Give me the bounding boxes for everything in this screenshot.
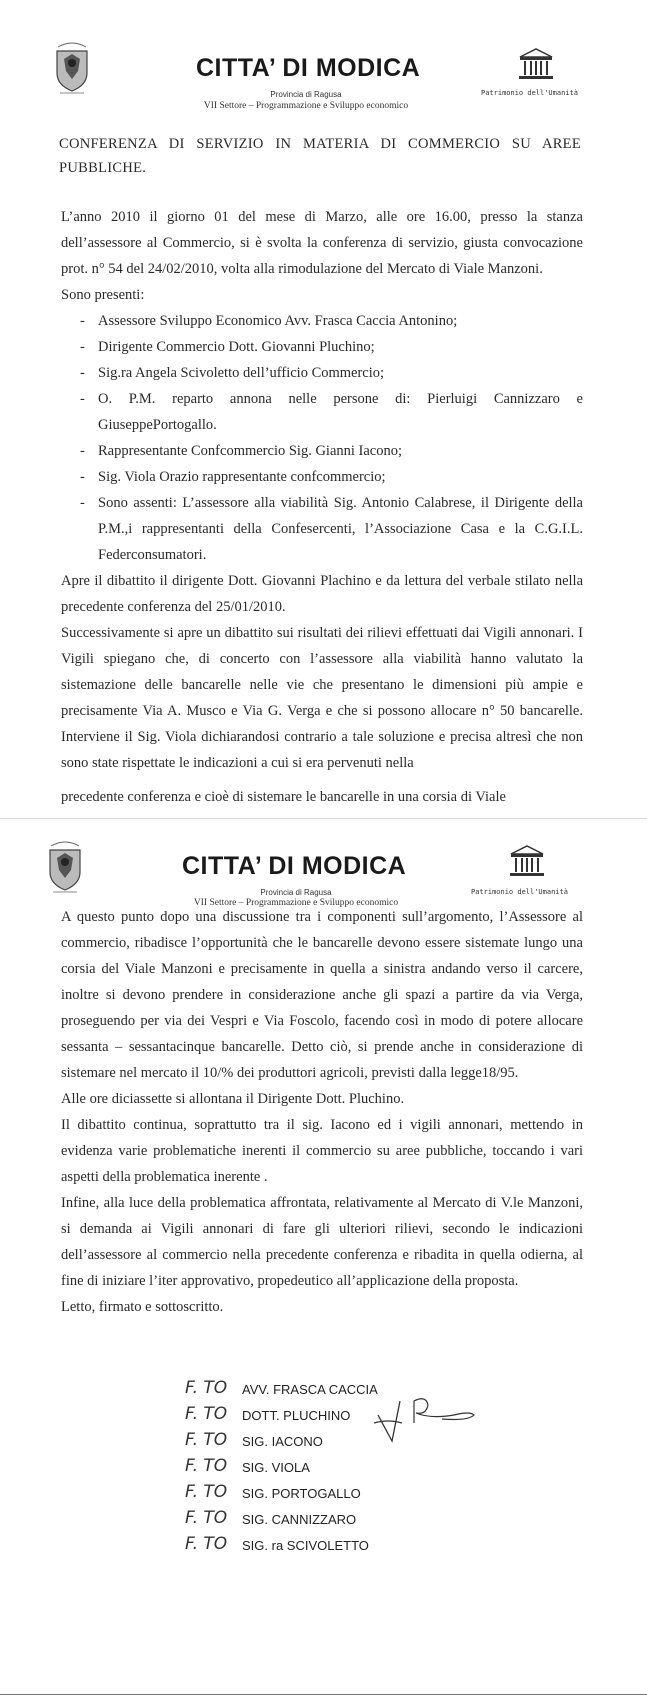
attendee-list [61, 308, 583, 568]
document-heading: CONFERENZA DI SERVIZIO IN MATERIA DI COMMERCIO SU AREE PUBBLICHE. [59, 136, 581, 176]
fto-mark: F. TO [185, 1456, 228, 1476]
fto-mark: F. TO [185, 1404, 228, 1424]
discussion-paragraph: A questo punto dopo una discussione tra i componenti sull’argomento, l’Assessore al commercio, ribadisce l’opportunità che le bancarelle devono essere sistemate lungo una corsia del Viale Manzoni e precisamente in quella a sinistra andando verso il carcere, inoltre si devono prendere in considerazione anche gli spazi a partire da via Verga, proseguendo per via dei Vespri e Via Foscolo, facendo così in modo di potere allocare sessanta – sessantacinque bancarelle. Detto ciò, si prende anche in considerazione di sistemare nel mercato il 10/% dei produttori agricoli, previsti dalla legge18/95. [61, 909, 583, 1081]
sector-label: VII Settore – Programmazione e Sviluppo economico [203, 101, 409, 111]
sector-label: VII Settore – Programmazione e Sviluppo economico [193, 898, 399, 908]
opening-paragraph: Apre il dibattito il dirigente Dott. Giovanni Plachino e da lettura del verbale stilato nella precedente conferenza del 25/01/2010. [61, 573, 583, 615]
unesco-logo-icon [507, 844, 547, 878]
fto-mark: F. TO [185, 1430, 228, 1450]
list-item: - Sono assenti: L’assessore alla viabilità Sig. Antonio Calabrese, il Dirigente della P.M.,i rappresentanti della Confesercenti, l’Associazione Casa e la C.G.I.L. Federconsumatori. [80, 495, 583, 563]
signatory-name: SIG. ra SCIVOLETTO [242, 1538, 369, 1553]
signatory-name: SIG. IACONO [242, 1434, 323, 1449]
fto-mark: F. TO [185, 1378, 228, 1398]
list-item [185, 1534, 515, 1560]
continuation-paragraph: Il dibattito continua, soprattutto tra il sig. Iacono ed i vigili annonari, mettendo in evidenza varie problematiche inerenti il commercio su aree pubbliche, toccando i vari aspetti della problematica inerente . [61, 1117, 583, 1185]
fto-mark: F. TO [185, 1534, 228, 1554]
city-crest-icon [52, 39, 92, 95]
cut-off-line: precedente conferenza e cioè di sistemare le bancarelle in una corsia di Viale [61, 789, 506, 805]
unesco-caption: Patrimonio dell'Umanità [471, 888, 568, 896]
signatory-name: SIG. VIOLA [242, 1460, 310, 1475]
unesco-logo-icon [516, 47, 556, 81]
list-item [185, 1482, 515, 1508]
signatory-name: DOTT. PLUCHINO [242, 1408, 351, 1423]
list-item: - Rappresentante Confcommercio Sig. Gianni Iacono; [80, 443, 403, 459]
fto-mark: F. TO [185, 1482, 228, 1502]
debate-paragraph: Successivamente si apre un dibattito sui risultati dei rilievi effettuati dai Vigili annonari. I Vigili spiegano che, di concerto con l’assessore alla viabilità hanno valutato la sistemazione delle bancarelle nelle vie che presentano le dimensioni più ampie e precisamente Via A. Musco e Via G. Verga e che si possono allocare n° 50 bancarelle. Interviene il Sig. Viola dichiarandosi contrario a tale soluzione e precisa altresì che non sono state rispettate le indicazioni a cui si era pervenuti nella [61, 625, 583, 771]
list-item: - O. P.M. reparto annona nelle persone di: Pierluigi Cannizzaro e GiuseppePortogallo. [80, 391, 583, 433]
document-page-1 [0, 0, 647, 818]
list-item: - Dirigente Commercio Dott. Giovanni Pluchino; [80, 339, 375, 355]
province-label: Provincia di Ragusa [270, 90, 342, 99]
handwritten-signature [370, 1393, 480, 1453]
intro-paragraph: L’anno 2010 il giorno 01 del mese di Marzo, alle ore 16.00, presso la stanza dell’assessore al Commercio, si è svolta la conferenza di servizio, giusta convocazione prot. n° 54 del 24/02/2010, volta alla rimodulazione del Mercato di Viale Manzoni. [61, 209, 583, 277]
page1-body [61, 204, 583, 776]
signatory-name: AVV. FRASCA CACCIA [242, 1382, 378, 1397]
present-label: Sono presenti: [61, 287, 145, 303]
page2-body [61, 904, 583, 1320]
document-page-2 [0, 818, 647, 1704]
page-divider [0, 818, 647, 819]
closing-line: Letto, firmato e sottoscritto. [61, 1299, 224, 1315]
signatory-name: SIG. CANNIZZARO [242, 1512, 357, 1527]
fto-mark: F. TO [185, 1508, 228, 1528]
city-crest-icon [45, 838, 85, 894]
city-title: CITTA’ DI MODICA [182, 852, 407, 880]
conclusion-paragraph: Infine, alla luce della problematica affrontata, relativamente al Mercato di V.le Manzoni, si demanda ai Vigili annonari di fare gli ulteriori rilievi, secondo le indicazioni dell’assessore al commercio nella precedente conferenza e ribadita in quella odierna, al fine di iniziare l’iter approvativo, propedeutico all’applicazione della proposta. [61, 1195, 583, 1289]
list-item: - Sig. Viola Orazio rappresentante confcommercio; [80, 469, 386, 485]
unesco-caption: Patrimonio dell'Umanità [481, 89, 578, 97]
list-item: - Assessore Sviluppo Economico Avv. Frasca Caccia Antonino; [80, 313, 458, 329]
signatory-name: SIG. PORTOGALLO [242, 1486, 361, 1501]
list-item [185, 1456, 515, 1482]
departure-paragraph: Alle ore diciassette si allontana il Dirigente Dott. Pluchino. [61, 1091, 405, 1107]
province-label: Provincia di Ragusa [260, 888, 332, 897]
list-item [185, 1508, 515, 1534]
scan-edge-line [0, 1694, 647, 1695]
list-item: - Sig.ra Angela Scivoletto dell’ufficio Commercio; [80, 365, 385, 381]
city-title: CITTA’ DI MODICA [196, 54, 421, 82]
